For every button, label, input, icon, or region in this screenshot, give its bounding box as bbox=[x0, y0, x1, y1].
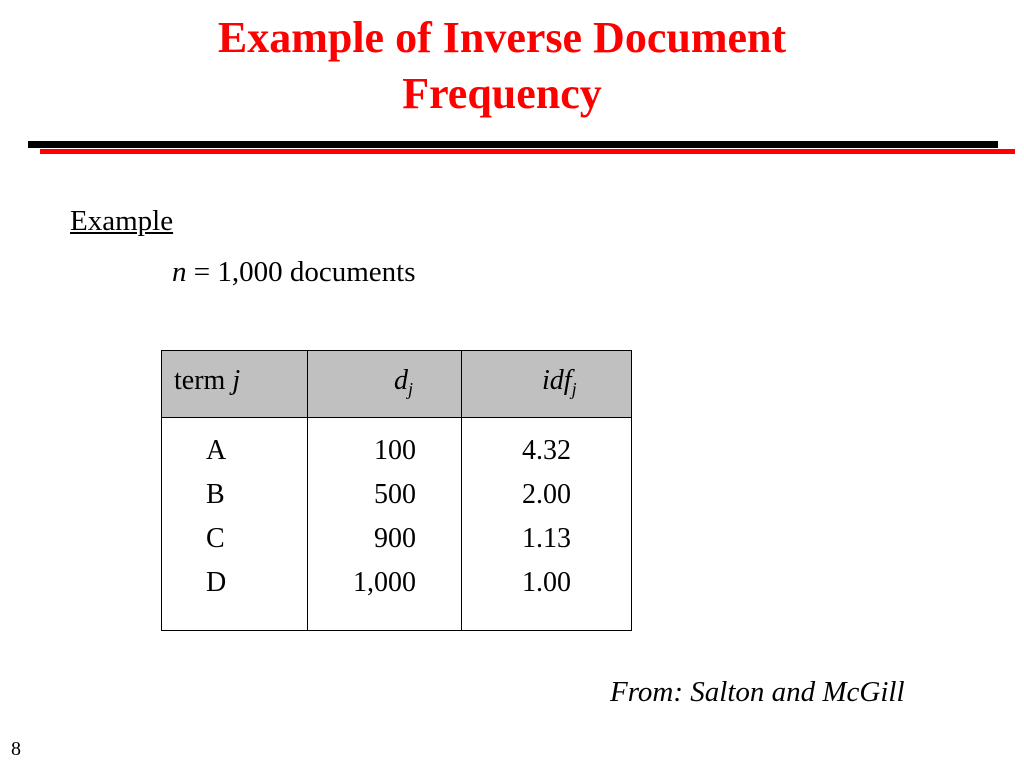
example-heading: Example bbox=[70, 205, 174, 237]
header-term-var: j bbox=[232, 365, 241, 396]
header-idf-sub: j bbox=[571, 379, 577, 399]
header-idf-var: idf bbox=[542, 365, 572, 396]
table-row-d: 900 bbox=[374, 523, 416, 554]
source-citation: From: Salton and McGill bbox=[610, 676, 905, 708]
table-row-term: C bbox=[206, 523, 225, 554]
n-variable: n bbox=[172, 256, 187, 288]
slide-title-line-2: Frequency bbox=[402, 69, 602, 118]
title-divider-red bbox=[40, 149, 1015, 154]
table-row-d: 100 bbox=[374, 435, 416, 466]
header-term bbox=[174, 365, 240, 397]
slide-title bbox=[0, 10, 1004, 122]
table-row-d: 1,000 bbox=[353, 567, 416, 598]
page-number: 8 bbox=[11, 738, 21, 760]
header-d-sub: j bbox=[408, 379, 414, 399]
header-idf bbox=[542, 365, 577, 400]
idf-table bbox=[161, 350, 632, 631]
title-divider-black bbox=[28, 141, 998, 148]
table-row-idf: 1.00 bbox=[522, 567, 571, 598]
document-count-text: = 1,000 documents bbox=[186, 256, 416, 288]
table-row-term: B bbox=[206, 479, 225, 510]
table-row-idf: 2.00 bbox=[522, 479, 571, 510]
table-row-term: D bbox=[206, 567, 227, 598]
table-row-term: A bbox=[206, 435, 227, 466]
header-term-text: term bbox=[174, 365, 233, 396]
slide-title-line-1: Example of Inverse Document bbox=[217, 13, 787, 62]
header-document-frequency bbox=[394, 365, 413, 400]
column-divider bbox=[461, 351, 462, 630]
document-count-line bbox=[172, 256, 416, 289]
table-row-d: 500 bbox=[374, 479, 416, 510]
header-d-var: d bbox=[394, 365, 408, 396]
table-row-idf: 1.13 bbox=[522, 523, 571, 554]
table-row-idf: 4.32 bbox=[522, 435, 571, 466]
column-divider bbox=[307, 351, 308, 630]
